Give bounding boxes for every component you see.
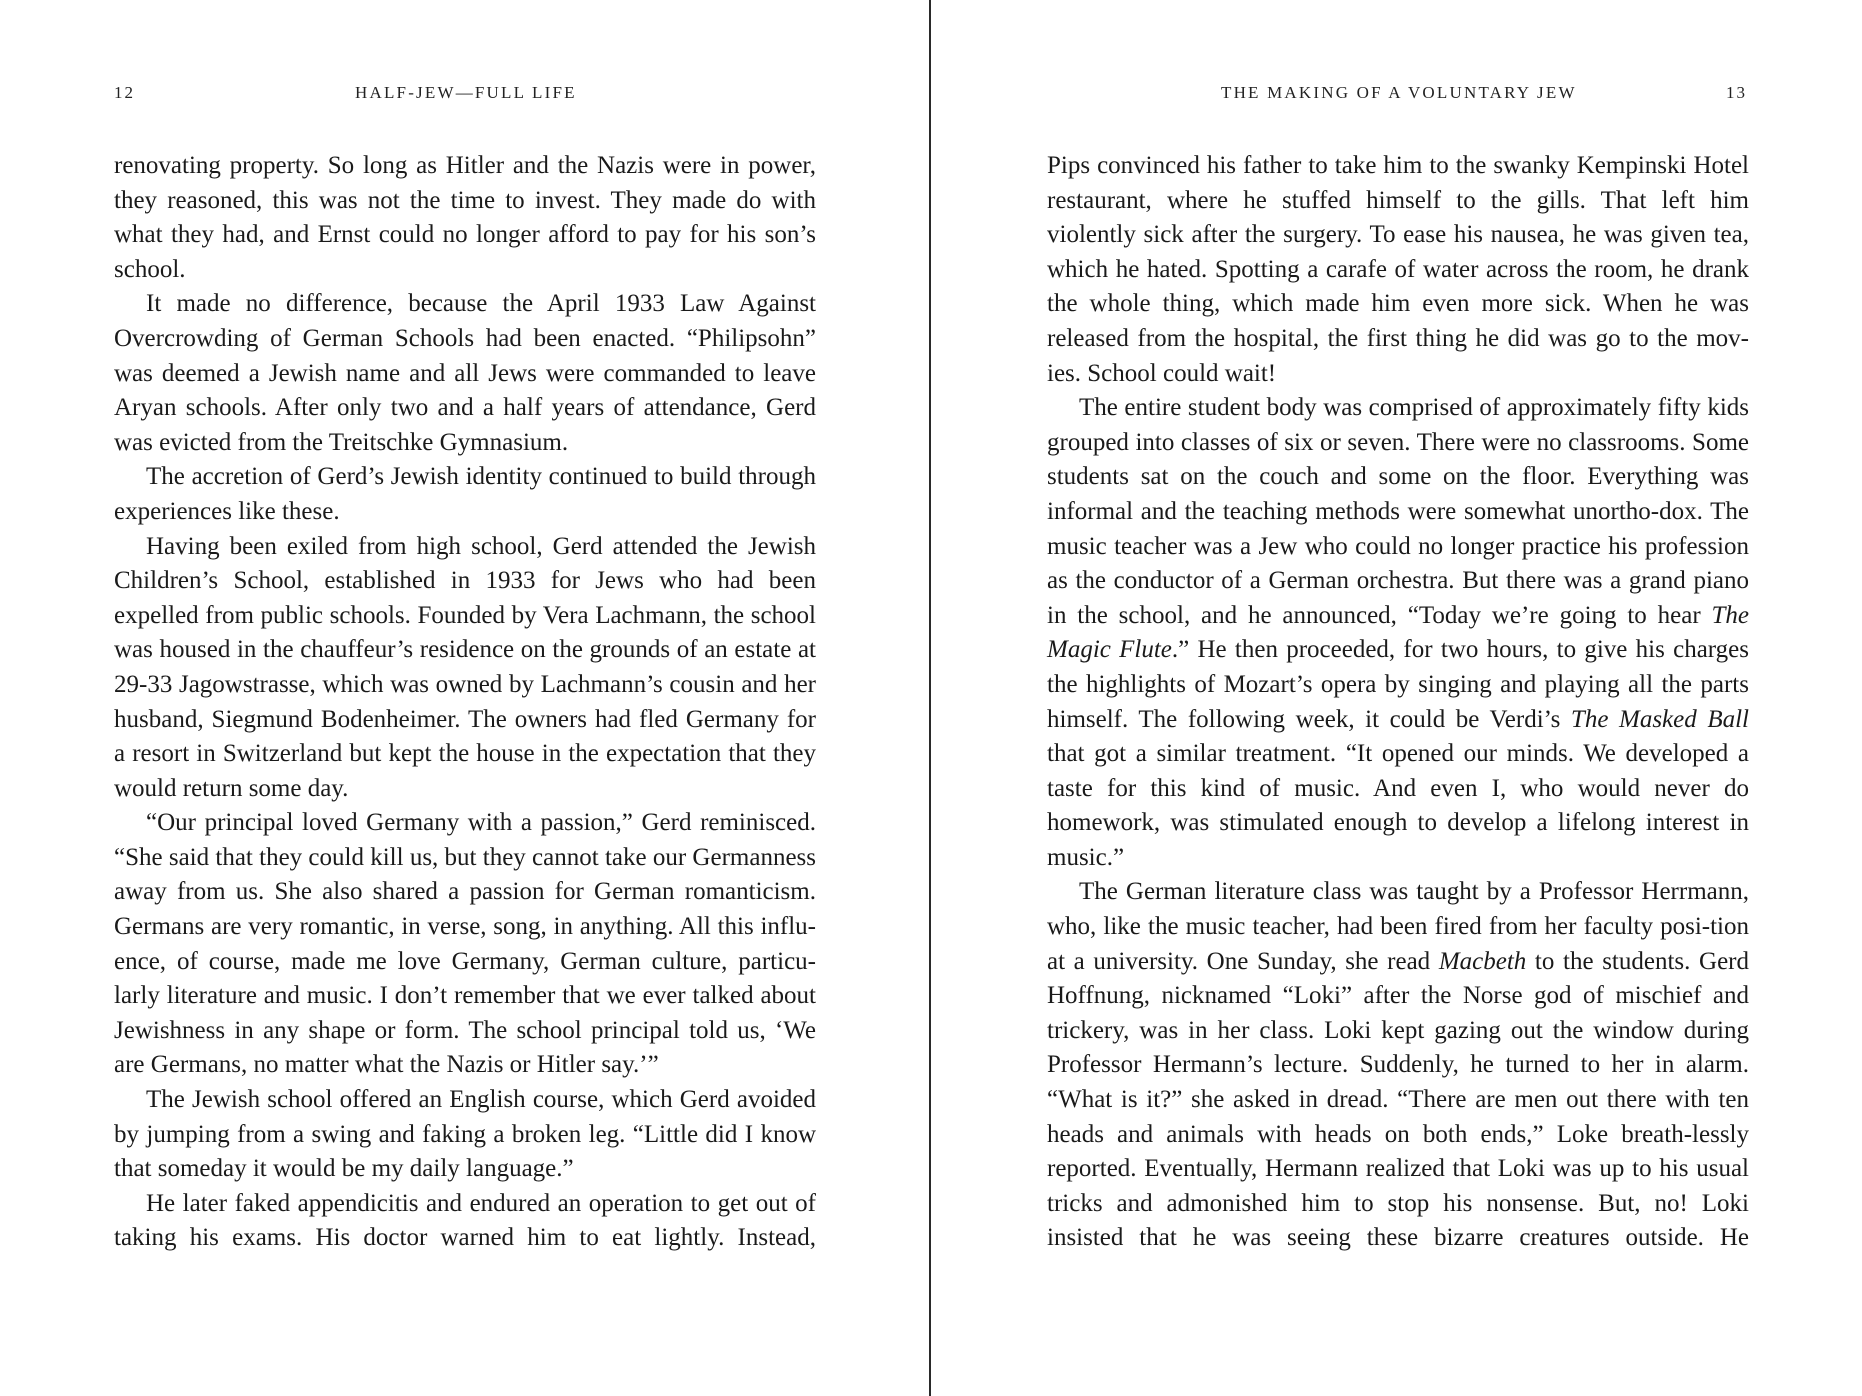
page-number: 12 (114, 83, 135, 102)
work-title: The Magic Flute (1047, 601, 1749, 664)
page-number: 13 (1726, 83, 1747, 102)
running-head: THE MAKING OF A VOLUNTARY JEW (1221, 83, 1577, 102)
left-page (0, 0, 929, 1396)
paragraph: Having been exiled from high school, Gerd attended the Jewish Children’s School, established in 1933 for Jews who had been expelled from public schools. Founded by Vera Lachmann, the school was housed in the chauffeur’s residence on the grounds of an estate at 29-33 Jagowstrasse, which was owned by Lachmann’s cousin and her husband, Siegmund Bodenheimer. The owners had fled Germany for a resort in Switzerland but kept the house in the expectation that they would return some day. (114, 532, 816, 802)
paragraph: He later faked appendicitis and endured an operation to get out of taking his exams. His doctor warned him to eat lightly. Instead, (114, 1189, 816, 1252)
right-page (931, 0, 1862, 1396)
running-head: HALF-JEW—FULL LIFE (355, 83, 577, 102)
body-text (114, 149, 816, 1256)
paragraph: It made no difference, because the April 1933 Law Against Overcrowding of German Schools had been enacted. “Philipsohn” was deemed a Jewish name and all Jews were commanded to leave Aryan schools. After only two and a half years of attendance, Gerd was evicted from the Treitschke Gymnasium. (114, 290, 816, 456)
body-text (1047, 149, 1749, 1256)
paragraph (1047, 875, 1749, 1256)
paragraph: “Our principal loved Germany with a passion,” Gerd reminisced. “She said that they could kill us, but they cannot take our Germanness away from us. She also shared a passion for German romanticism. Germans are very romantic, in verse, song, in anything. All this influ-ence, of course, made me love Germany, German culture, particu-larly literature and music. I don’t remember that we ever talked about Jewishness in any shape or form. The school principal told us, ‘We are Germans, no matter what the Nazis or Hitler say.’” (114, 809, 816, 1079)
paragraph: renovating property. So long as Hitler and the Nazis were in power, they reasoned, this was not the time to invest. They made do with what they had, and Ernst could no longer afford to pay for his son’s school. (114, 152, 816, 283)
paragraph: The Jewish school offered an English course, which Gerd avoided by jumping from a swing and faking a broken leg. “Little did I know that someday it would be my daily language.” (114, 1086, 816, 1183)
work-title: The Masked Ball (1570, 705, 1749, 733)
text-run: that got a similar treatment. “It opened our minds. We developed a taste for this kind of music. And even I, who would never do homework, was stimulated enough to develop a lifelong interest in music.” (1047, 740, 1749, 871)
text-run: .” He then proceeded, for two hours, to give his charges the highlights of Mozart’s opera by singing and playing all the parts himself. The following week, it could be Verdi’s (1047, 636, 1749, 733)
paragraph (1047, 391, 1749, 875)
paragraph: Pips convinced his father to take him to the swanky Kempinski Hotel restaurant, where he stuffed himself to the gills. That left him violently sick after the surgery. To ease his nausea, he was given tea, which he hated. Spotting a carafe of water across the room, he drank the whole thing, which made him even more sick. When he was released from the hospital, the first thing he did was go to the mov-ies. School could wait! (1047, 152, 1749, 387)
text-run: The entire student body was comprised of approximately fifty kids grouped into classes of six or seven. There were no classrooms. Some students sat on the couch and some on the floor. Everything was informal and the teaching methods were somewhat unortho-dox. The music teacher was a Jew who could no longer practice his profession as the conductor of a German orchestra. But there was a grand piano in the school, and he announced, “Today we’re going to hear (1047, 394, 1749, 629)
paragraph: The accretion of Gerd’s Jewish identity continued to build through experiences like these. (114, 463, 816, 525)
text-run: The German literature class was taught by a Professor Herrmann, who, like the music teacher, had been fired from her faculty posi-tion at a university. One Sunday, she read (1047, 878, 1749, 975)
text-run: to the students. Gerd Hoffnung, nicknamed “Loki” after the Norse god of mischief and trickery, was in her class. Loki kept gazing out the window during Professor Hermann’s lecture. Suddenly, he turned to her in alarm. “What is it?” she asked in dread. “There are men out there with ten heads and animals with heads on both ends,” Loke breath-lessly reported. Eventually, Hermann realized that Loki was up to his usual tricks and admonished him to stop his nonsense. But, no! Loki insisted that he was seeing these bizarre creatures outside. He (1047, 947, 1749, 1252)
work-title: Macbeth (1438, 947, 1527, 975)
